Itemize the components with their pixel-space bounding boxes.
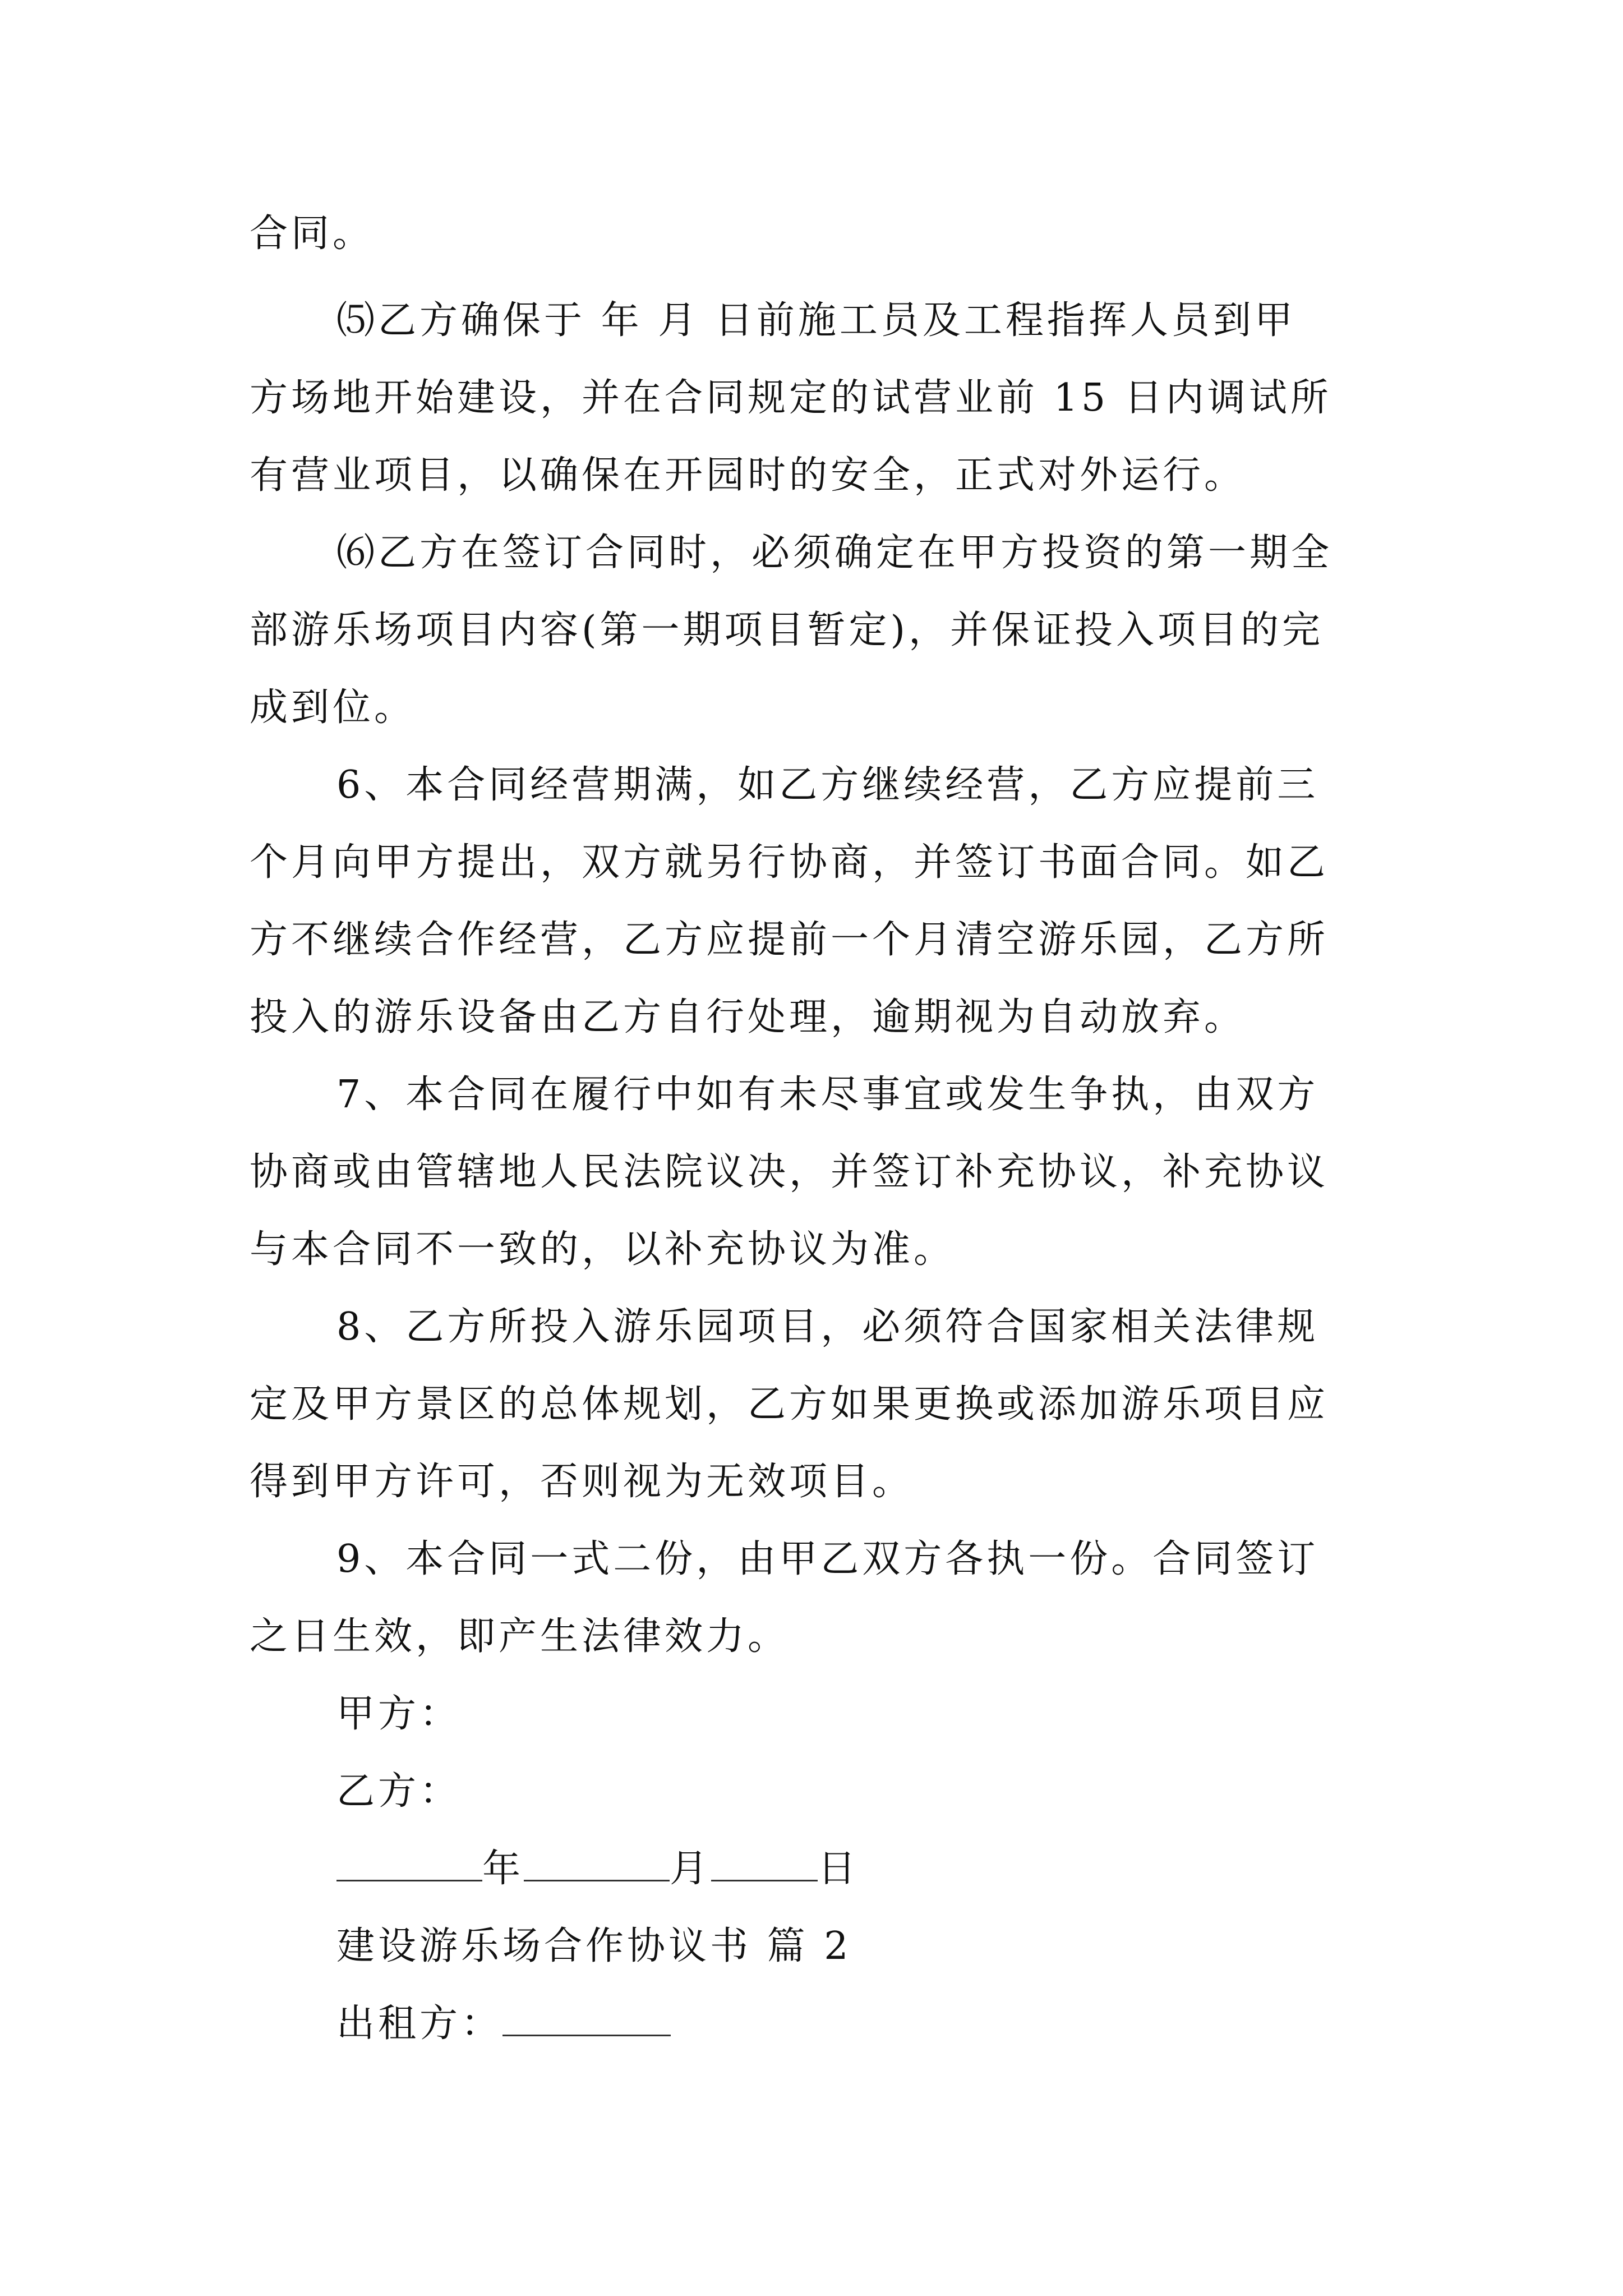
section-title: 建设游乐场合作协议书 篇 2	[336, 1924, 852, 1968]
paragraph-line: 个月向甲方提出，双方就另行协商，并签订书面合同。如乙	[250, 840, 1329, 885]
paragraph-line: 投入的游乐设备由乙方自行处理，逾期视为自动放弃。	[250, 995, 1246, 1039]
lessor-blank[interactable]	[502, 2002, 671, 2036]
year-label: 年	[482, 1847, 524, 1891]
paragraph-line: 9、本合同一式二份，由甲乙双方各执一份。合同签订	[336, 1537, 1319, 1581]
paragraph-line: 方不继续合作经营，乙方应提前一个月清空游乐园，乙方所	[250, 918, 1329, 962]
paragraph-line: 与本合同不一致的，以补充协议为准。	[250, 1227, 956, 1272]
paragraph-line: 方场地开始建设，并在合同规定的试营业前 15 日内调试所	[250, 376, 1332, 420]
paragraph-line: 有营业项目，以确保在开园时的安全，正式对外运行。	[250, 453, 1246, 498]
year-blank[interactable]	[336, 1847, 482, 1881]
paragraph-line: 协商或由管辖地人民法院议决，并签订补充协议，补充协议	[250, 1150, 1329, 1194]
signature-date	[336, 1844, 859, 1894]
paragraph-line: 7、本合同在履行中如有未尽事宜或发生争执，由双方	[336, 1073, 1319, 1117]
month-label: 月	[670, 1847, 712, 1891]
paragraph-line: 部游乐场项目内容(第一期项目暂定)，并保证投入项目的完	[250, 608, 1324, 652]
paragraph-line: ⑸乙方确保于 年 月 日前施工员及工程指挥人员到甲	[336, 298, 1296, 343]
paragraph-line: 成到位。	[250, 685, 416, 730]
paragraph-line: 6、本合同经营期满，如乙方继续经营，乙方应提前三	[336, 763, 1319, 807]
paragraph-line: 之日生效，即产生法律效力。	[250, 1614, 790, 1659]
day-label: 日	[818, 1847, 860, 1891]
paragraph-line: 合同。	[250, 211, 375, 256]
day-blank[interactable]	[711, 1847, 818, 1881]
paragraph-line: 8、乙方所投入游乐园项目，必须符合国家相关法律规	[336, 1305, 1319, 1349]
paragraph-line: 定及甲方景区的总体规划，乙方如果更换或添加游乐项目应	[250, 1382, 1329, 1427]
paragraph-line: 得到甲方许可，否则视为无效项目。	[250, 1460, 914, 1504]
lessor-line	[336, 1999, 671, 2049]
month-blank[interactable]	[524, 1847, 670, 1881]
party-a-label: 甲方：	[336, 1692, 462, 1736]
lessor-label: 出租方：	[336, 2001, 503, 2046]
party-b-label: 乙方：	[336, 1769, 462, 1814]
paragraph-line: ⑹乙方在签订合同时，必须确定在甲方投资的第一期全	[336, 531, 1333, 575]
